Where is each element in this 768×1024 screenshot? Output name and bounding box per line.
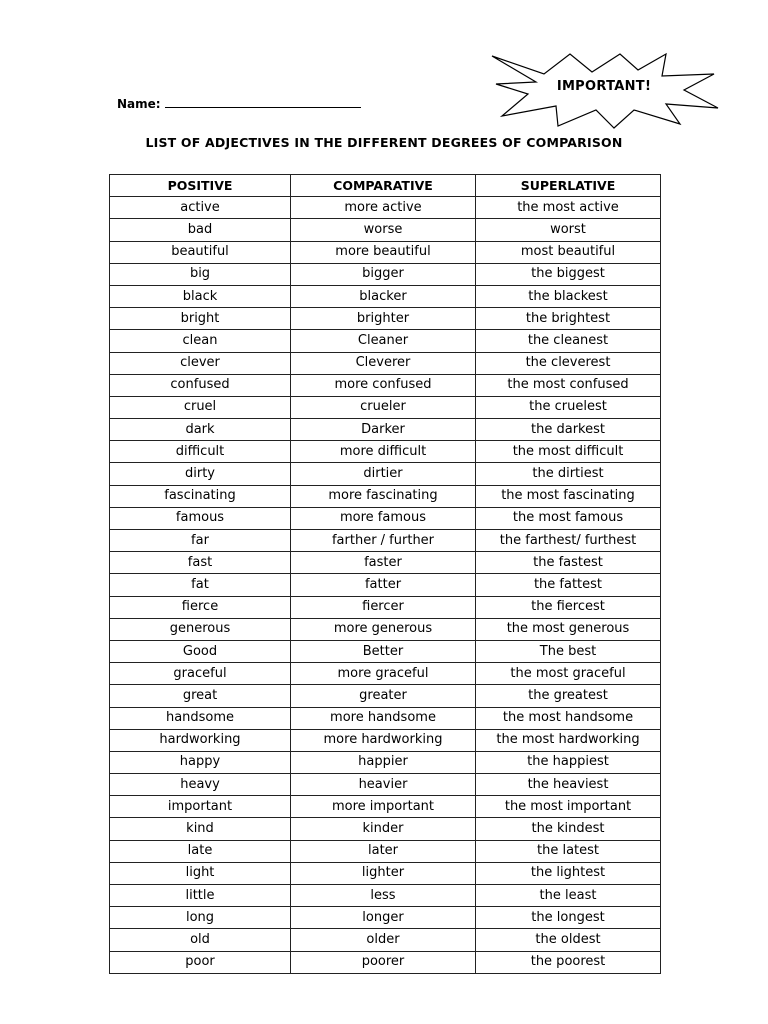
superlative-cell: the latest xyxy=(476,840,661,862)
superlative-cell: the fattest xyxy=(476,574,661,596)
comparative-cell: Cleverer xyxy=(291,352,476,374)
comparative-cell: blacker xyxy=(291,285,476,307)
table-row xyxy=(110,951,661,973)
important-label: IMPORTANT! xyxy=(556,79,652,94)
superlative-cell: the most active xyxy=(476,197,661,219)
comparative-cell: fatter xyxy=(291,574,476,596)
table-row xyxy=(110,574,661,596)
superlative-cell: the longest xyxy=(476,907,661,929)
superlative-cell: the cleanest xyxy=(476,330,661,352)
superlative-cell: the kindest xyxy=(476,818,661,840)
positive-cell: kind xyxy=(110,818,291,840)
comparative-cell: longer xyxy=(291,907,476,929)
comparative-cell: worse xyxy=(291,219,476,241)
superlative-cell: the most graceful xyxy=(476,663,661,685)
table-row xyxy=(110,885,661,907)
superlative-cell: the brightest xyxy=(476,308,661,330)
positive-cell: light xyxy=(110,862,291,884)
comparative-cell: Darker xyxy=(291,419,476,441)
superlative-cell: the poorest xyxy=(476,951,661,973)
table-row xyxy=(110,441,661,463)
table-row xyxy=(110,618,661,640)
positive-cell: big xyxy=(110,263,291,285)
comparative-cell: crueler xyxy=(291,396,476,418)
positive-cell: hardworking xyxy=(110,729,291,751)
positive-cell: clever xyxy=(110,352,291,374)
comparative-cell: kinder xyxy=(291,818,476,840)
superlative-cell: the most difficult xyxy=(476,441,661,463)
comparative-cell: more hardworking xyxy=(291,729,476,751)
superlative-cell: the darkest xyxy=(476,419,661,441)
table-row xyxy=(110,241,661,263)
table-row xyxy=(110,530,661,552)
positive-cell: dirty xyxy=(110,463,291,485)
table-header-row xyxy=(110,175,661,197)
comparative-cell: more difficult xyxy=(291,441,476,463)
superlative-cell: the most important xyxy=(476,796,661,818)
superlative-cell: the heaviest xyxy=(476,774,661,796)
comparative-cell: bigger xyxy=(291,263,476,285)
superlative-cell: the lightest xyxy=(476,862,661,884)
table-row xyxy=(110,796,661,818)
table-row xyxy=(110,330,661,352)
table-row xyxy=(110,285,661,307)
positive-cell: beautiful xyxy=(110,241,291,263)
comparative-cell: Cleaner xyxy=(291,330,476,352)
name-label: Name: xyxy=(117,97,161,111)
superlative-cell: the fiercest xyxy=(476,596,661,618)
superlative-cell: the most famous xyxy=(476,507,661,529)
table-row xyxy=(110,419,661,441)
table-row xyxy=(110,640,661,662)
positive-cell: cruel xyxy=(110,396,291,418)
positive-cell: happy xyxy=(110,751,291,773)
table-row xyxy=(110,219,661,241)
superlative-cell: the most handsome xyxy=(476,707,661,729)
superlative-cell: the greatest xyxy=(476,685,661,707)
positive-cell: graceful xyxy=(110,663,291,685)
positive-cell: poor xyxy=(110,951,291,973)
table-row xyxy=(110,907,661,929)
positive-cell: fast xyxy=(110,552,291,574)
positive-cell: bright xyxy=(110,308,291,330)
positive-cell: handsome xyxy=(110,707,291,729)
superlative-cell: the most hardworking xyxy=(476,729,661,751)
table-row xyxy=(110,507,661,529)
table-row xyxy=(110,463,661,485)
comparative-cell: later xyxy=(291,840,476,862)
column-header-superlative: SUPERLATIVE xyxy=(476,175,661,197)
comparative-cell: dirtier xyxy=(291,463,476,485)
superlative-cell: The best xyxy=(476,640,661,662)
comparative-cell: more generous xyxy=(291,618,476,640)
table-row xyxy=(110,374,661,396)
positive-cell: black xyxy=(110,285,291,307)
positive-cell: famous xyxy=(110,507,291,529)
table-row xyxy=(110,729,661,751)
comparative-cell: more beautiful xyxy=(291,241,476,263)
superlative-cell: the most confused xyxy=(476,374,661,396)
comparative-cell: less xyxy=(291,885,476,907)
positive-cell: far xyxy=(110,530,291,552)
column-header-positive: POSITIVE xyxy=(110,175,291,197)
table-row xyxy=(110,818,661,840)
table-row xyxy=(110,197,661,219)
positive-cell: fat xyxy=(110,574,291,596)
name-field xyxy=(117,95,361,111)
table-row xyxy=(110,862,661,884)
comparative-cell: farther / further xyxy=(291,530,476,552)
table-row xyxy=(110,552,661,574)
superlative-cell: the oldest xyxy=(476,929,661,951)
superlative-cell: the cleverest xyxy=(476,352,661,374)
positive-cell: late xyxy=(110,840,291,862)
superlative-cell: most beautiful xyxy=(476,241,661,263)
column-header-comparative: COMPARATIVE xyxy=(291,175,476,197)
adjectives-table xyxy=(109,174,661,974)
important-starburst xyxy=(488,50,720,130)
superlative-cell: the biggest xyxy=(476,263,661,285)
superlative-cell: the farthest/ furthest xyxy=(476,530,661,552)
positive-cell: great xyxy=(110,685,291,707)
comparative-cell: heavier xyxy=(291,774,476,796)
table-row xyxy=(110,840,661,862)
positive-cell: bad xyxy=(110,219,291,241)
table-row xyxy=(110,707,661,729)
table-row xyxy=(110,751,661,773)
comparative-cell: more important xyxy=(291,796,476,818)
table-row xyxy=(110,774,661,796)
page-title: LIST OF ADJECTIVES IN THE DIFFERENT DEGREES OF COMPARISON xyxy=(145,135,623,150)
superlative-cell: the dirtiest xyxy=(476,463,661,485)
superlative-cell: worst xyxy=(476,219,661,241)
comparative-cell: poorer xyxy=(291,951,476,973)
positive-cell: generous xyxy=(110,618,291,640)
table-row xyxy=(110,263,661,285)
comparative-cell: more fascinating xyxy=(291,485,476,507)
superlative-cell: the happiest xyxy=(476,751,661,773)
table-row xyxy=(110,685,661,707)
comparative-cell: more active xyxy=(291,197,476,219)
positive-cell: long xyxy=(110,907,291,929)
positive-cell: heavy xyxy=(110,774,291,796)
superlative-cell: the blackest xyxy=(476,285,661,307)
positive-cell: fascinating xyxy=(110,485,291,507)
superlative-cell: the most generous xyxy=(476,618,661,640)
table-row xyxy=(110,308,661,330)
superlative-cell: the fastest xyxy=(476,552,661,574)
comparative-cell: more famous xyxy=(291,507,476,529)
superlative-cell: the most fascinating xyxy=(476,485,661,507)
comparative-cell: brighter xyxy=(291,308,476,330)
superlative-cell: the least xyxy=(476,885,661,907)
comparative-cell: lighter xyxy=(291,862,476,884)
superlative-cell: the cruelest xyxy=(476,396,661,418)
comparative-cell: fiercer xyxy=(291,596,476,618)
table-row xyxy=(110,663,661,685)
comparative-cell: more graceful xyxy=(291,663,476,685)
positive-cell: dark xyxy=(110,419,291,441)
positive-cell: important xyxy=(110,796,291,818)
name-blank-line xyxy=(165,95,361,108)
comparative-cell: more confused xyxy=(291,374,476,396)
table-row xyxy=(110,352,661,374)
positive-cell: old xyxy=(110,929,291,951)
table-row xyxy=(110,596,661,618)
table-row xyxy=(110,396,661,418)
comparative-cell: happier xyxy=(291,751,476,773)
table-row xyxy=(110,485,661,507)
positive-cell: little xyxy=(110,885,291,907)
positive-cell: active xyxy=(110,197,291,219)
positive-cell: clean xyxy=(110,330,291,352)
positive-cell: difficult xyxy=(110,441,291,463)
comparative-cell: more handsome xyxy=(291,707,476,729)
comparative-cell: greater xyxy=(291,685,476,707)
positive-cell: confused xyxy=(110,374,291,396)
positive-cell: Good xyxy=(110,640,291,662)
positive-cell: fierce xyxy=(110,596,291,618)
comparative-cell: older xyxy=(291,929,476,951)
table-row xyxy=(110,929,661,951)
comparative-cell: Better xyxy=(291,640,476,662)
comparative-cell: faster xyxy=(291,552,476,574)
